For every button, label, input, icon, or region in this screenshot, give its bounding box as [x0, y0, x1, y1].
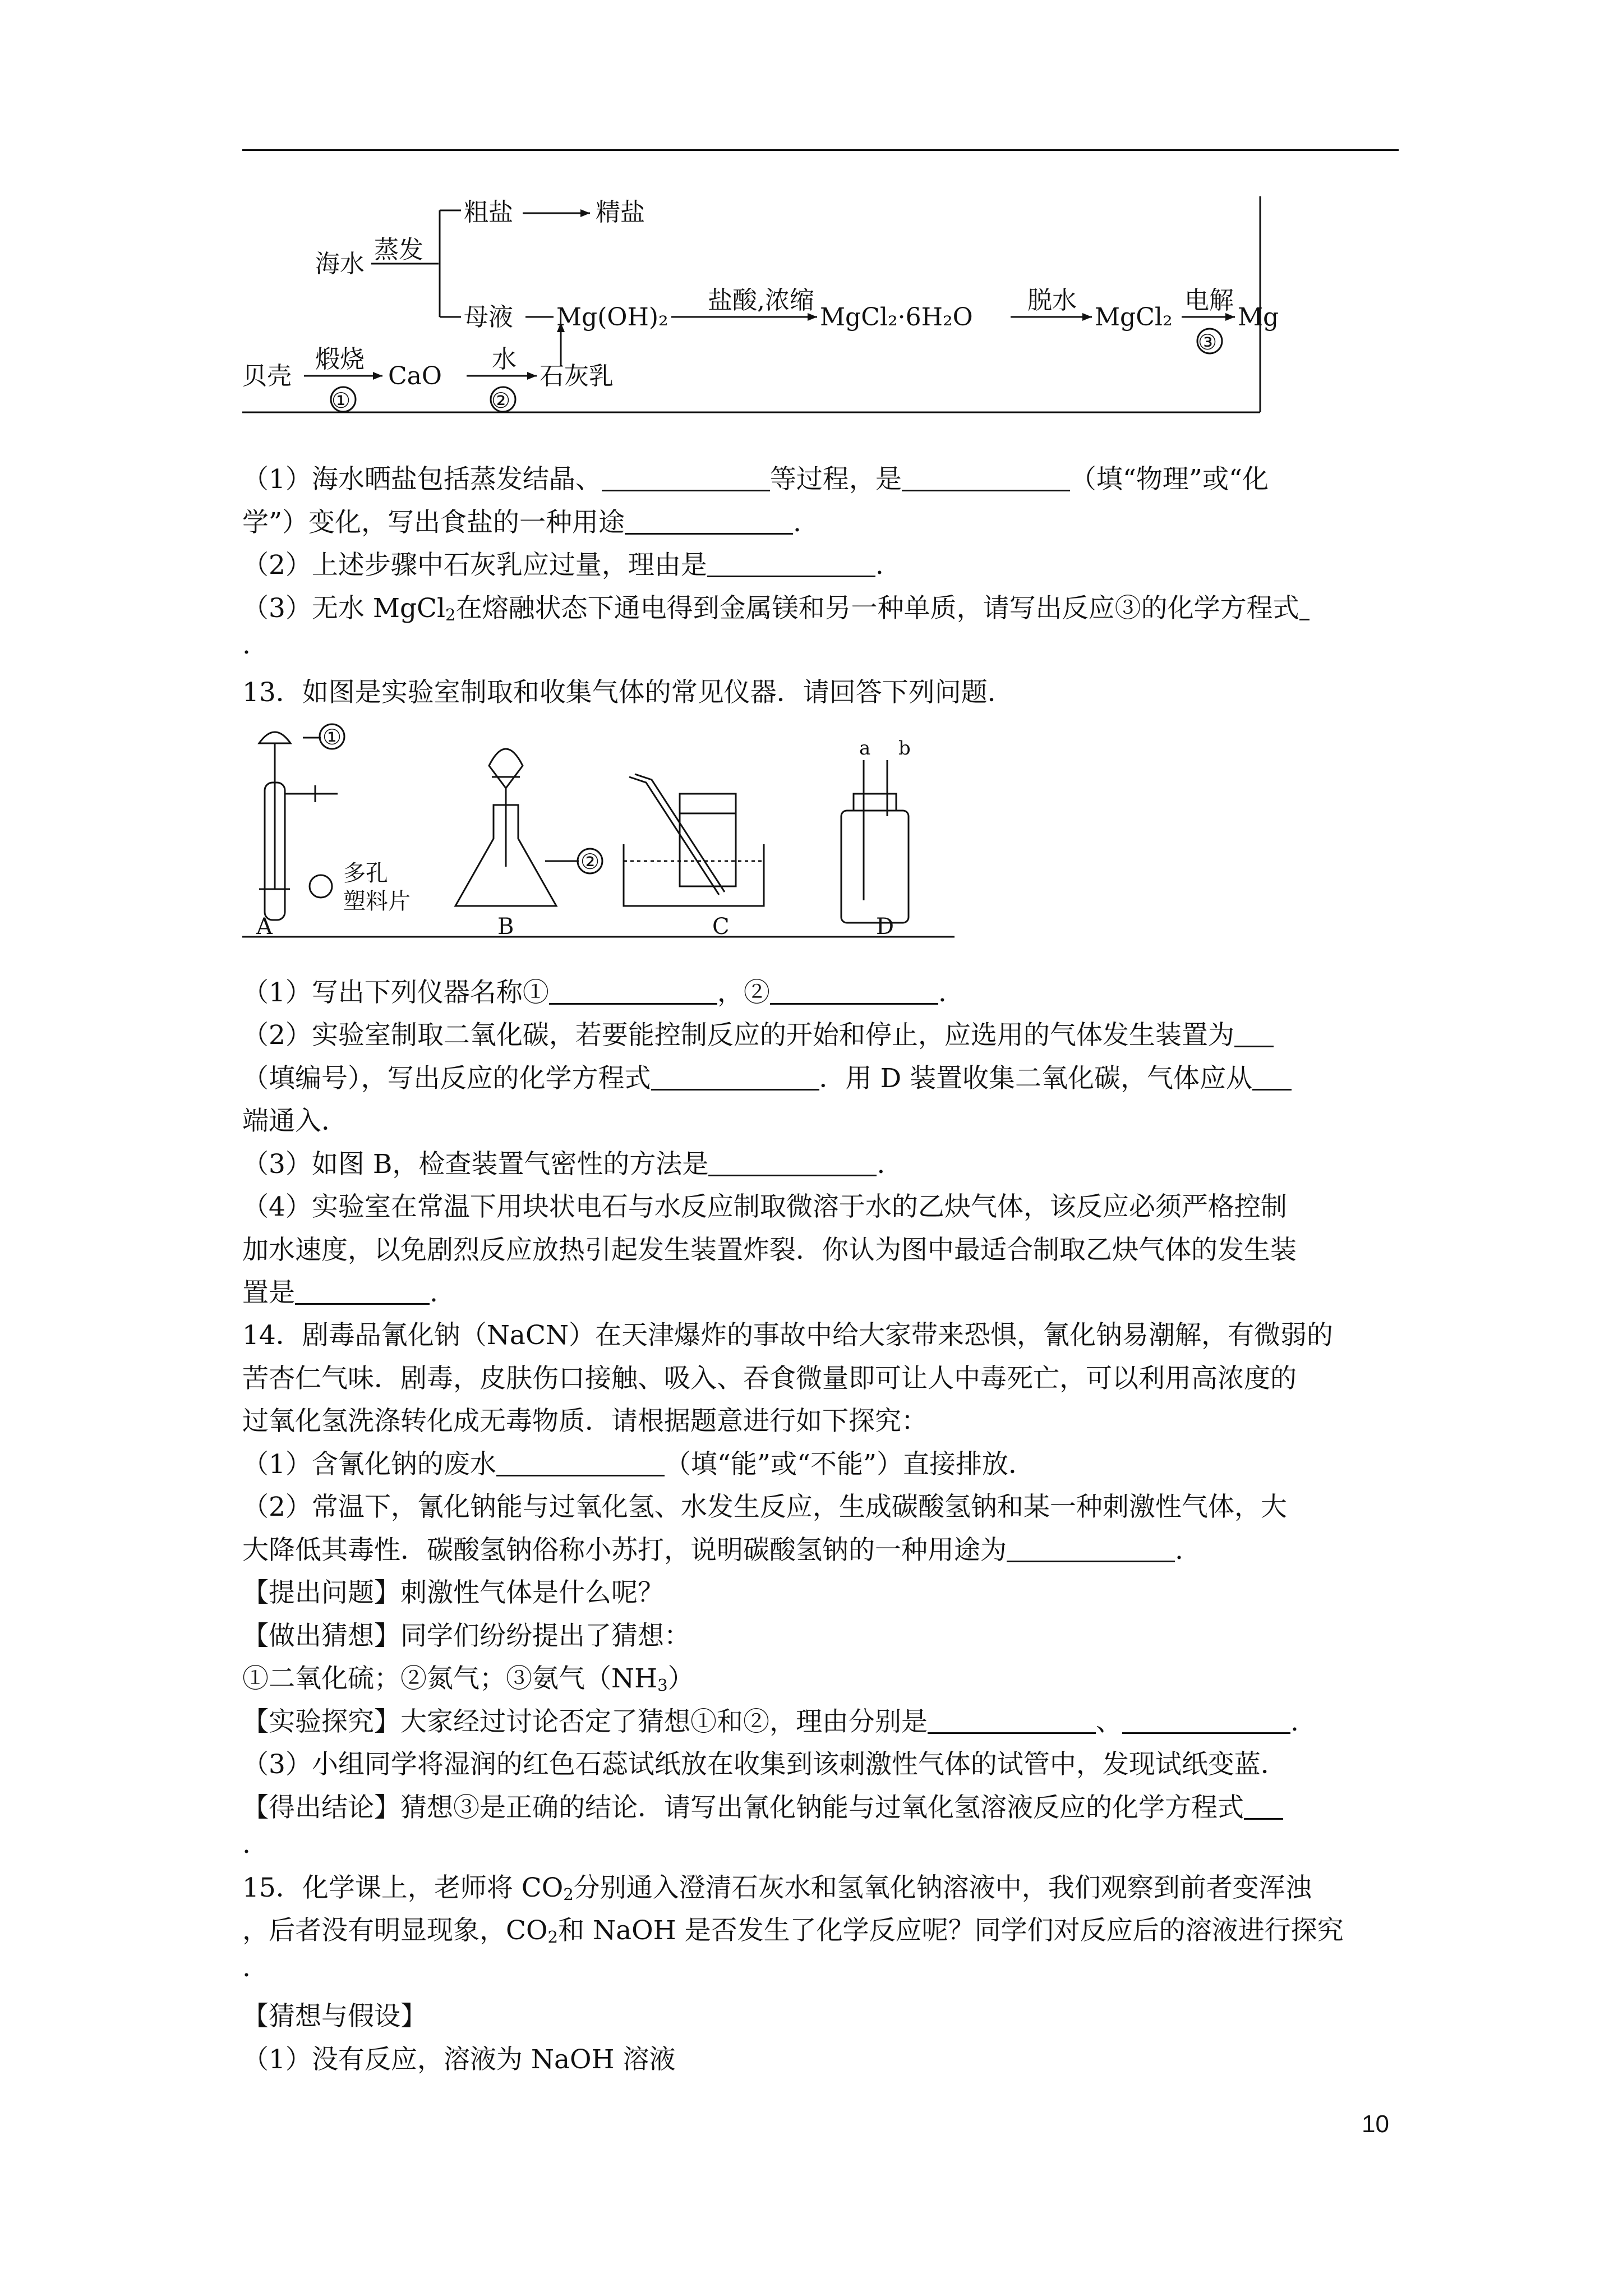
q13-part1: （1）写出下列仪器名称① ，② . — [242, 977, 947, 1008]
label-step3: ③ — [1198, 330, 1218, 355]
answer-blank[interactable] — [496, 1448, 665, 1476]
q15-line2: ，后者没有明显现象，$CO_2$和 NaOH 是否发生了化学反应呢？同学们对反应后的溶液进行探究 — [242, 1915, 1344, 1947]
label-step2: ② — [491, 388, 511, 413]
answer-blank[interactable] — [1299, 592, 1310, 620]
answer-blank[interactable] — [1244, 1791, 1283, 1820]
label-step1: ① — [331, 388, 351, 413]
label-calcine: 煅烧 — [315, 345, 365, 374]
apparatus-mark-2: ② — [580, 849, 600, 874]
label-mgcl2-hydrate: MgCl₂·6H₂O — [820, 303, 973, 332]
page-number: 10 — [1362, 2110, 1389, 2138]
lab-apparatus-diagram — [242, 721, 960, 940]
q14-intro-line3: 过氧化氢洗涤转化成无毒物质．请根据题意进行如下探究： — [242, 1406, 928, 1437]
q14-part1: （1）含氰化钠的废水 （填“能”或“不能”）直接排放． — [242, 1449, 1035, 1480]
q12-part3-end: . — [242, 629, 251, 660]
q15-line1: 15．化学课上，老师将 $CO_2$分别通入澄清石灰水和氢氧化钠溶液中，我们观察到前者变浑浊 — [242, 1872, 1312, 1904]
header-rule — [242, 149, 1399, 151]
seawater-flow-diagram — [242, 196, 1279, 415]
q12-part1-line1: （1）海水晒盐包括蒸发结晶、 等过程，是 （填“物理”或“化 — [242, 464, 1269, 495]
answer-blank[interactable] — [1234, 1019, 1274, 1047]
q14-question: 【提出问题】刺激性气体是什么呢？ — [242, 1577, 664, 1608]
label-mg: Mg — [1238, 303, 1279, 332]
label-crude-salt: 粗盐 — [464, 198, 513, 227]
q15-hypothesis: 【猜想与假设】 — [242, 2001, 427, 2032]
q13-part3: （3）如图 B，检查装置气密性的方法是 . — [242, 1149, 886, 1180]
q12-part3: （3）无水 MgCl$_2$在熔融状态下通电得到金属镁和另一种单质，请写出反应③的化学方程式 — [242, 592, 1310, 632]
q14-intro-line1: 14．剧毒品氰化钠（NaCN）在天津爆炸的事故中给大家带来恐惧，氰化钠易潮解，有微弱的 — [242, 1320, 1334, 1351]
q13-part2-line2: （填编号），写出反应的化学方程式 ．用 D 装置收集二氧化碳，气体应从 — [242, 1062, 1292, 1096]
q13-part4-line2: 加水速度，以免剧烈反应放热引起发生装置炸裂．你认为图中最适合制取乙炔气体的发生装 — [242, 1235, 1297, 1266]
q14-part2-line2: 大降低其毒性．碳酸氢钠俗称小苏打，说明碳酸氢钠的一种用途为 . — [242, 1535, 1183, 1566]
label-plastic-sheet: 塑料片 — [343, 889, 411, 914]
label-evaporate: 蒸发 — [374, 236, 423, 264]
answer-blank[interactable] — [602, 463, 770, 491]
q15-hypothesis-1: （1）没有反应，溶液为 NaOH 溶液 — [242, 2044, 676, 2075]
label-mgoh2: Mg(OH)₂ — [556, 303, 668, 332]
apparatus-label-d: D — [876, 914, 895, 940]
label-shell: 贝壳 — [242, 362, 292, 390]
label-hcl-concentrate: 盐酸,浓缩 — [708, 286, 814, 315]
label-water: 水 — [492, 345, 517, 374]
q14-part2-line1: （2）常温下，氰化钠能与过氧化氢、水发生反应，生成碳酸氢钠和某一种刺激性气体，大 — [242, 1492, 1287, 1522]
q14-hypothesis: 【做出猜想】同学们纷纷提出了猜想： — [242, 1621, 690, 1651]
q13-part2-line1: （2）实验室制取二氧化碳，若要能控制反应的开始和停止，应选用的气体发生装置为 — [242, 1019, 1274, 1052]
apparatus-mark-1: ① — [322, 725, 342, 749]
q15-line3: . — [242, 1952, 251, 1983]
q14-experiment: 【实验探究】大家经过讨论否定了猜想①和②，理由分别是 、 . — [242, 1706, 1299, 1737]
label-fine-salt: 精盐 — [596, 198, 645, 227]
label-cao: CaO — [388, 362, 442, 390]
answer-blank[interactable] — [651, 1062, 819, 1091]
port-a: a — [859, 737, 871, 760]
answer-blank[interactable] — [1252, 1062, 1292, 1091]
q14-guesses: ①二氧化硫；②氮气；③氨气$(NH_3)$ — [242, 1663, 694, 1695]
answer-blank[interactable] — [770, 976, 938, 1005]
answer-blank[interactable] — [625, 506, 793, 535]
answer-blank[interactable] — [1007, 1534, 1175, 1562]
q13-part4-line3: 置是 . — [242, 1277, 438, 1308]
q14-conclusion: 【得出结论】猜想③是正确的结论．请写出氰化钠能与过氧化氢溶液反应的化学方程式 — [242, 1791, 1283, 1825]
label-mother-liquor: 母液 — [464, 303, 513, 332]
q13-part4-line1: （4）实验室在常温下用块状电石与水反应制取微溶于水的乙炔气体，该反应必须严格控制 — [242, 1191, 1287, 1222]
label-electrolysis: 电解 — [1184, 286, 1234, 315]
apparatus-label-b: B — [497, 914, 514, 940]
apparatus-label-c: C — [712, 914, 730, 940]
q13-part2-line3: 端通入． — [242, 1106, 348, 1137]
label-dehydrate: 脱水 — [1027, 286, 1077, 315]
answer-blank[interactable] — [295, 1276, 430, 1305]
answer-blank[interactable] — [707, 549, 875, 577]
answer-blank[interactable] — [708, 1148, 877, 1176]
label-porous: 多孔 — [343, 861, 388, 886]
q14-conclusion-end: . — [242, 1829, 251, 1860]
q12-part2: （2）上述步骤中石灰乳应过量，理由是 . — [242, 550, 884, 581]
q13-title: 13．如图是实验室制取和收集气体的常见仪器．请回答下列问题． — [242, 677, 1014, 708]
answer-blank[interactable] — [549, 976, 717, 1005]
label-lime-milk: 石灰乳 — [540, 362, 614, 390]
answer-blank[interactable] — [902, 463, 1070, 491]
label-seawater: 海水 — [315, 250, 365, 278]
port-b: b — [898, 737, 911, 760]
label-mgcl2: MgCl₂ — [1095, 303, 1173, 332]
q14-part3: （3）小组同学将湿润的红色石蕊试纸放在收集到该刺激性气体的试管中，发现试纸变蓝． — [242, 1749, 1287, 1780]
apparatus-label-a: A — [256, 914, 273, 940]
answer-blank[interactable] — [1122, 1705, 1290, 1734]
q14-intro-line2: 苦杏仁气味．剧毒，皮肤伤口接触、吸入、吞食微量即可让人中毒死亡，可以利用高浓度的 — [242, 1363, 1297, 1394]
q12-part1-line2: 学”）变化，写出食盐的一种用途 . — [242, 507, 801, 538]
answer-blank[interactable] — [928, 1705, 1096, 1734]
